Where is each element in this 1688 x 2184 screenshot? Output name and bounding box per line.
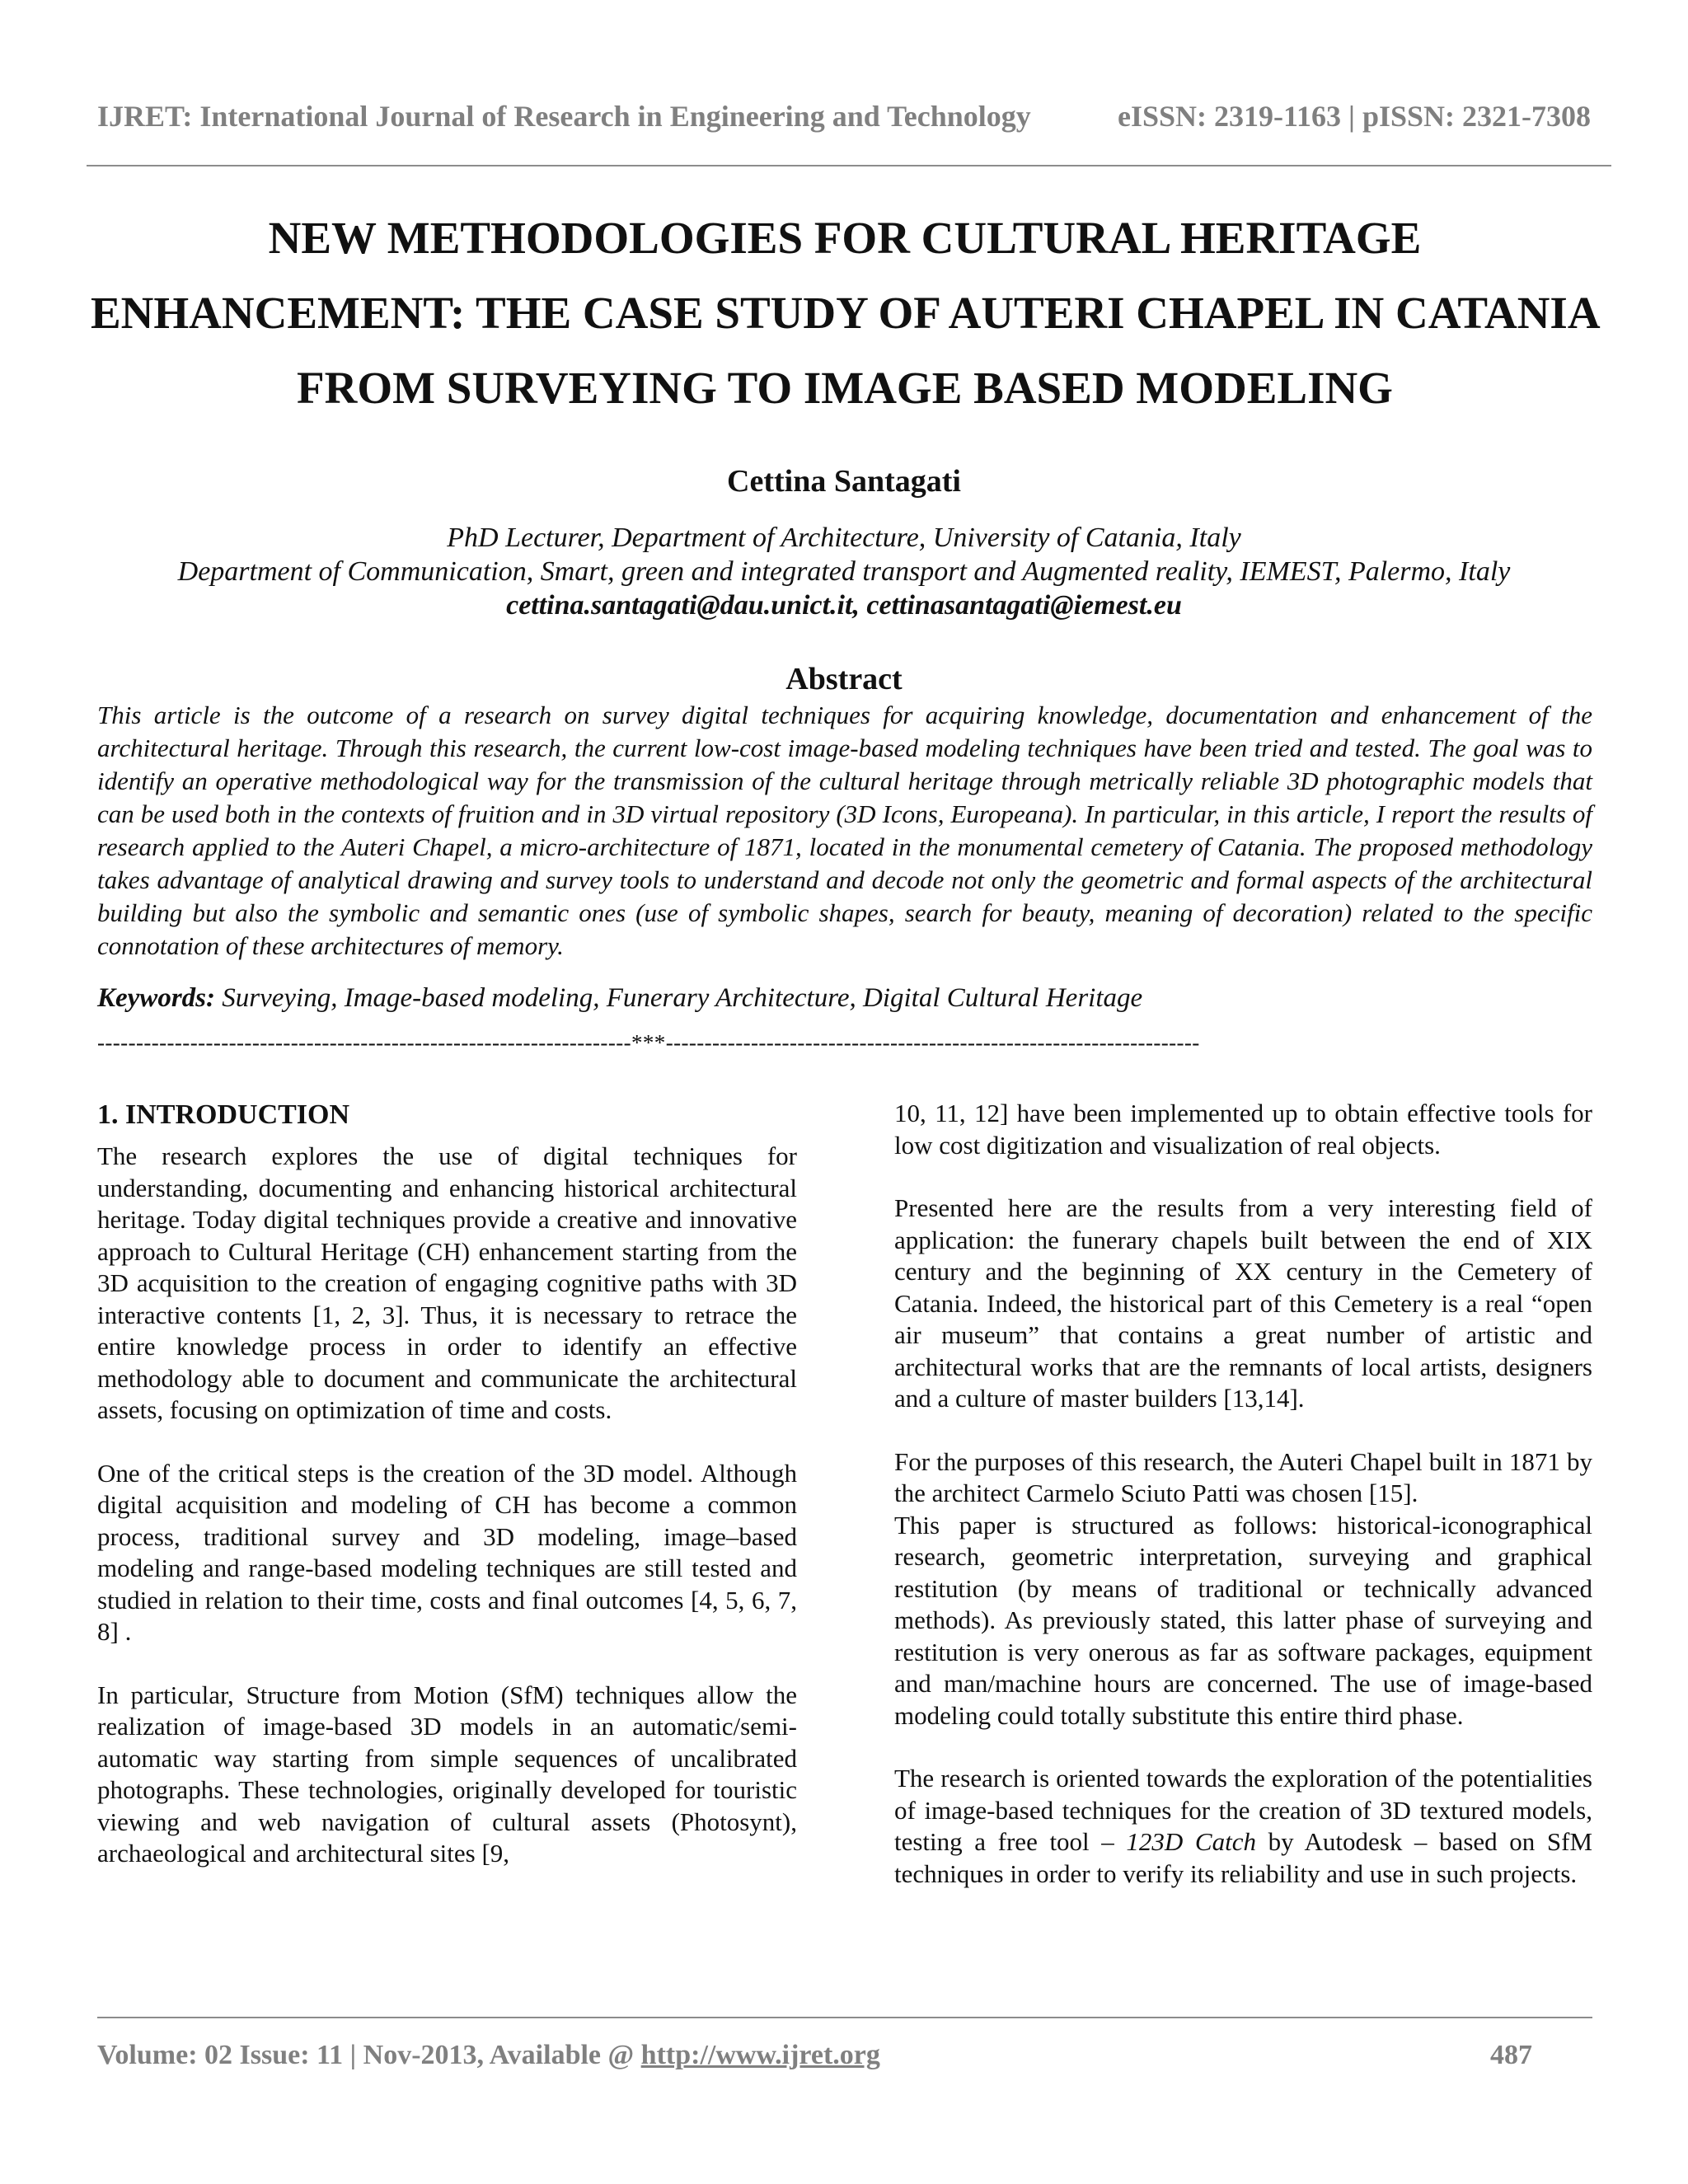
intro-paragraph-8 [894,1763,1592,1890]
title-line-3: FROM SURVEYING TO IMAGE BASED MODELING [297,363,1393,413]
intro-paragraph-6: For the purposes of this research, the Auteri Chapel built in 1871 by the architect Carmelo Sciuto Patti was chosen [15]. [894,1446,1592,1507]
journal-name: IJRET: International Journal of Research in Engineering and Technology [97,100,1031,133]
intro-paragraph-3: In particular, Structure from Motion (SfM) techniques allow the realization of image-based 3D models in an automatic/semi-automatic way starting from simple sequences of uncalibrated photographs. These technologies, originally developed for touristic viewing and web navigation of cultural assets (Photosynt), archaeological and architectural sites [9, [97,1680,797,1868]
intro-paragraph-4: 10, 11, 12] have been implemented up to obtain effective tools for low cost digitization and visualization of real objects. [894,1099,1592,1160]
title-line-2: ENHANCEMENT: THE CASE STUDY OF AUTERI CHAPEL IN CATANIA [91,288,1601,338]
keywords-label: Keywords: [97,983,215,1013]
left-column [97,1098,797,1901]
title-line-1: NEW METHODOLOGIES FOR CULTURAL HERITAGE [268,213,1422,263]
intro-paragraph-7: This paper is structured as follows: historical-iconographical research, geometric interpretation, surveying and graphical restitution (by means of traditional or technically advanced methods). As previously stated, this latter phase of surveying and restitution is very onerous as far as software packages, equipment and man/machine hours are concerned. The use of image-based modeling could totally substitute this entire third phase. [894,1510,1592,1730]
keywords [97,983,1142,1014]
affiliation-1: PhD Lecturer, Department of Architecture, University of Catania, Italy [447,523,1241,553]
author-emails[interactable]: cettina.santagati@dau.unict.it, cettinasantagati@iemest.eu [506,590,1182,621]
paper-title [91,200,1599,425]
footer-volume-info [97,2040,880,2071]
intro-paragraph-1: The research explores the use of digital techniques for understanding, documenting and enhancing historical architectural heritage. Today digital techniques provide a creative and innovative approach to Cultural Heritage (CH) enhancement starting from the 3D acquisition to the creation of engaging cognitive paths with 3D interactive contents [1, 2, 3]. Thus, it is necessary to retrace the entire knowledge process in order to identify an effective methodology able to document and communicate the architectural assets, focusing on optimization of time and costs. [97,1141,797,1424]
intro-paragraph-2: One of the critical steps is the creation of the 3D model. Although digital acquisition and modeling of CH has become a common process, traditional survey and 3D modeling, image–based modeling and range-based modeling techniques are still tested and studied in relation to their time, costs and final outcomes [4, 5, 6, 7, 8] . [97,1458,797,1646]
affiliation-2: Department of Communication, Smart, green and integrated transport and Augmented reality, IEMEST, Palermo, Italy [177,556,1511,587]
issn-numbers: eISSN: 2319-1163 | pISSN: 2321-7308 [1118,100,1591,133]
paragraph-8-text-a: The research is oriented towards the exploration of the potentialities of image-based techniques for the creation of 3D textured models, testing a free tool – [894,1764,1592,1856]
header-rule [87,165,1611,166]
abstract-text: This article is the outcome of a research on survey digital techniques for acquiring knowledge, documentation and enhancement of the architectural heritage. Through this research, the current low-cost image-based modeling techniques have been tried and tested. The goal was to identify an operative methodological way for the transmission of the cultural heritage through metrically reliable 3D photographic models that can be used both in the contexts of fruition and in 3D virtual repository (3D Icons, Europeana). In particular, in this article, I report the results of research applied to the Auteri Chapel, a micro-architecture of 1871, located in the monumental cemetery of Catania. The proposed methodology takes advantage of analytical drawing and survey tools to understand and decode not only the geometric and formal aspects of the architectural building but also the symbolic and semantic ones (use of symbolic shapes, search for beauty, meaning of decoration) related to the specific connotation of these architectures of memory. [97,701,1592,960]
footer-rule [97,2017,1592,2018]
journal-url-link[interactable]: http://www.ijret.org [640,2040,880,2070]
keywords-text: Surveying, Image-based modeling, Funerary Architecture, Digital Cultural Heritage [215,983,1143,1013]
footer-volume: Volume: 02 Issue: 11 | Nov-2013, Available @ [97,2040,641,2070]
right-column [894,1098,1592,1921]
abstract-heading: Abstract [785,662,903,696]
affiliations [0,521,1688,622]
page-number: 487 [1490,2040,1532,2070]
intro-paragraph-5: Presented here are the results from a very interesting field of application: the funerary chapels built between the end of XIX century and the beginning of XX century in the Cemetery of Catania. Indeed, the historical part of this Cemetery is a real “open air museum” that contains a great number of artistic and architectural works that are the remnants of local artists, designers and a culture of master builders [13,14]. [894,1193,1592,1413]
section-heading-introduction: 1. INTRODUCTION [97,1099,350,1130]
section-separator: ---------------------------------------------------------------------***--------------------------------------------------------------------- [97,1030,1200,1055]
tool-name: 123D Catch [1126,1827,1256,1856]
paragraph-8-text-b: by Autodesk – based on SfM techniques in order to verify its reliability and use in such projects. [894,1827,1593,1888]
author-name: Cettina Santagati [727,464,961,499]
